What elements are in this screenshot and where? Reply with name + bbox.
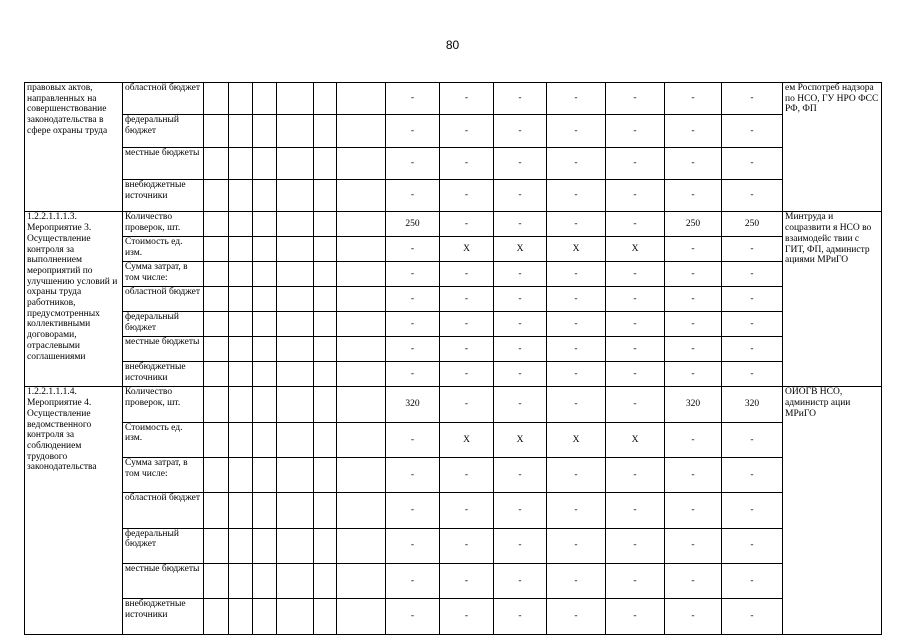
value-cell: - <box>547 337 606 362</box>
empty-cell <box>253 362 277 387</box>
value-cell: - <box>440 599 494 634</box>
empty-cell <box>229 458 253 493</box>
value-cell: - <box>494 262 547 287</box>
empty-cell <box>314 458 337 493</box>
value-cell: - <box>722 180 783 212</box>
activity-description: правовых актов, направленных на совершенствование законодательства в сфере охраны труда <box>25 83 123 212</box>
value-cell: - <box>494 287 547 312</box>
value-cell: - <box>722 312 783 337</box>
funding-source-label: местные бюджеты <box>123 147 204 179</box>
empty-cell <box>229 337 253 362</box>
value-cell: - <box>547 493 606 528</box>
value-cell: - <box>386 262 440 287</box>
empty-cell <box>314 237 337 262</box>
empty-cell <box>337 147 386 179</box>
empty-cell <box>277 528 314 563</box>
empty-cell <box>314 212 337 237</box>
empty-cell <box>229 493 253 528</box>
empty-cell <box>253 287 277 312</box>
empty-cell <box>314 312 337 337</box>
value-cell: - <box>547 180 606 212</box>
empty-cell <box>204 115 229 147</box>
value-cell: - <box>722 287 783 312</box>
value-cell: - <box>386 599 440 634</box>
empty-cell <box>277 180 314 212</box>
funding-source-label: внебюджетные источники <box>123 180 204 212</box>
empty-cell <box>204 212 229 237</box>
value-cell: - <box>665 422 722 457</box>
value-cell: - <box>386 422 440 457</box>
value-cell: 250 <box>665 212 722 237</box>
empty-cell <box>337 180 386 212</box>
empty-cell <box>337 115 386 147</box>
funding-source-label: Количество проверок, шт. <box>123 387 204 422</box>
value-cell: - <box>606 212 665 237</box>
value-cell: - <box>494 115 547 147</box>
empty-cell <box>204 237 229 262</box>
value-cell: X <box>494 422 547 457</box>
value-cell: - <box>440 493 494 528</box>
empty-cell <box>277 599 314 634</box>
empty-cell <box>204 387 229 422</box>
value-cell: 320 <box>722 387 783 422</box>
empty-cell <box>253 599 277 634</box>
value-cell: - <box>494 312 547 337</box>
value-cell: - <box>440 387 494 422</box>
table-row <box>25 599 882 634</box>
value-cell: - <box>440 115 494 147</box>
empty-cell <box>253 115 277 147</box>
value-cell: - <box>606 83 665 115</box>
empty-cell <box>229 387 253 422</box>
value-cell: X <box>547 237 606 262</box>
value-cell: - <box>386 458 440 493</box>
table-row <box>25 147 882 179</box>
value-cell: - <box>722 422 783 457</box>
empty-cell <box>277 312 314 337</box>
empty-cell <box>314 180 337 212</box>
table-row <box>25 83 882 115</box>
table-row <box>25 312 882 337</box>
value-cell: - <box>606 493 665 528</box>
value-cell: X <box>494 237 547 262</box>
empty-cell <box>253 458 277 493</box>
empty-cell <box>229 83 253 115</box>
empty-cell <box>204 312 229 337</box>
empty-cell <box>314 422 337 457</box>
value-cell: - <box>606 362 665 387</box>
table-row <box>25 528 882 563</box>
table-row <box>25 563 882 598</box>
empty-cell <box>204 83 229 115</box>
responsible-executors: ОИОГВ НСО, администр ации МРиГО <box>783 387 882 634</box>
program-activities-table <box>24 82 882 635</box>
empty-cell <box>253 422 277 457</box>
value-cell: - <box>547 599 606 634</box>
value-cell: - <box>606 599 665 634</box>
empty-cell <box>204 362 229 387</box>
value-cell: - <box>606 458 665 493</box>
empty-cell <box>277 115 314 147</box>
empty-cell <box>337 458 386 493</box>
empty-cell <box>253 563 277 598</box>
value-cell: - <box>494 458 547 493</box>
value-cell: - <box>665 115 722 147</box>
value-cell: - <box>440 528 494 563</box>
value-cell: - <box>386 237 440 262</box>
value-cell: - <box>494 212 547 237</box>
empty-cell <box>204 262 229 287</box>
empty-cell <box>229 422 253 457</box>
value-cell: - <box>722 115 783 147</box>
value-cell: - <box>722 493 783 528</box>
value-cell: 250 <box>722 212 783 237</box>
empty-cell <box>337 422 386 457</box>
empty-cell <box>277 362 314 387</box>
value-cell: X <box>606 237 665 262</box>
value-cell: - <box>547 115 606 147</box>
empty-cell <box>229 599 253 634</box>
value-cell: - <box>665 599 722 634</box>
funding-source-label: внебюджетные источники <box>123 362 204 387</box>
value-cell: - <box>547 262 606 287</box>
value-cell: - <box>722 237 783 262</box>
value-cell: - <box>722 458 783 493</box>
empty-cell <box>204 337 229 362</box>
empty-cell <box>314 528 337 563</box>
value-cell: - <box>386 115 440 147</box>
empty-cell <box>314 599 337 634</box>
value-cell: - <box>665 528 722 563</box>
funding-source-label: местные бюджеты <box>123 563 204 598</box>
value-cell: - <box>440 180 494 212</box>
funding-source-label: Количество проверок, шт. <box>123 212 204 237</box>
value-cell: - <box>386 147 440 179</box>
empty-cell <box>253 180 277 212</box>
value-cell: - <box>494 387 547 422</box>
value-cell: - <box>494 362 547 387</box>
empty-cell <box>253 212 277 237</box>
value-cell: - <box>547 83 606 115</box>
value-cell: - <box>665 83 722 115</box>
value-cell: - <box>665 493 722 528</box>
value-cell: - <box>494 147 547 179</box>
value-cell: 320 <box>665 387 722 422</box>
responsible-executors: ем Роспотреб надзора по НСО, ГУ НРО ФСС РФ, ФП <box>783 83 882 212</box>
empty-cell <box>229 212 253 237</box>
value-cell: - <box>440 147 494 179</box>
value-cell: - <box>606 337 665 362</box>
value-cell: - <box>606 387 665 422</box>
empty-cell <box>204 458 229 493</box>
value-cell: - <box>547 458 606 493</box>
empty-cell <box>204 180 229 212</box>
empty-cell <box>277 493 314 528</box>
table-row <box>25 458 882 493</box>
empty-cell <box>337 362 386 387</box>
empty-cell <box>337 312 386 337</box>
empty-cell <box>337 563 386 598</box>
value-cell: - <box>722 337 783 362</box>
funding-source-label: Стоимость ед. изм. <box>123 237 204 262</box>
value-cell: - <box>440 337 494 362</box>
empty-cell <box>337 337 386 362</box>
empty-cell <box>277 387 314 422</box>
value-cell: - <box>386 563 440 598</box>
value-cell: - <box>547 212 606 237</box>
value-cell: - <box>494 180 547 212</box>
value-cell: - <box>494 493 547 528</box>
empty-cell <box>337 287 386 312</box>
value-cell: - <box>494 599 547 634</box>
value-cell: - <box>386 180 440 212</box>
value-cell: - <box>494 83 547 115</box>
value-cell: - <box>722 563 783 598</box>
empty-cell <box>229 180 253 212</box>
table-row <box>25 337 882 362</box>
empty-cell <box>314 147 337 179</box>
value-cell: - <box>606 312 665 337</box>
value-cell: - <box>665 147 722 179</box>
table-row <box>25 115 882 147</box>
value-cell: - <box>606 147 665 179</box>
empty-cell <box>277 83 314 115</box>
value-cell: - <box>386 287 440 312</box>
value-cell: 250 <box>386 212 440 237</box>
table-row <box>25 387 882 422</box>
empty-cell <box>277 262 314 287</box>
table-row <box>25 262 882 287</box>
value-cell: - <box>665 563 722 598</box>
value-cell: - <box>386 83 440 115</box>
value-cell: - <box>440 212 494 237</box>
value-cell: - <box>440 287 494 312</box>
value-cell: - <box>606 563 665 598</box>
funding-source-label: областной бюджет <box>123 287 204 312</box>
value-cell: - <box>440 458 494 493</box>
value-cell: - <box>665 237 722 262</box>
value-cell: - <box>665 458 722 493</box>
empty-cell <box>253 528 277 563</box>
table-row <box>25 180 882 212</box>
funding-source-label: областной бюджет <box>123 493 204 528</box>
value-cell: - <box>440 262 494 287</box>
activity-description: 1.2.2.1.1.1.3. Мероприятие 3. Осуществление контроля за выполнением мероприятий по улучшению условий и охраны труда работников, предусмотренных коллективными договорами, отраслевыми соглашениями <box>25 212 123 387</box>
empty-cell <box>277 212 314 237</box>
funding-source-label: Сумма затрат, в том числе: <box>123 458 204 493</box>
funding-source-label: областной бюджет <box>123 83 204 115</box>
value-cell: - <box>386 337 440 362</box>
funding-source-label: Стоимость ед. изм. <box>123 422 204 457</box>
empty-cell <box>253 493 277 528</box>
value-cell: - <box>494 528 547 563</box>
empty-cell <box>253 262 277 287</box>
value-cell: - <box>440 83 494 115</box>
table-row <box>25 287 882 312</box>
value-cell: - <box>547 563 606 598</box>
value-cell: - <box>547 387 606 422</box>
empty-cell <box>337 599 386 634</box>
table-row <box>25 237 882 262</box>
value-cell: - <box>547 312 606 337</box>
empty-cell <box>337 493 386 528</box>
value-cell: - <box>494 563 547 598</box>
value-cell: - <box>722 83 783 115</box>
value-cell: - <box>722 147 783 179</box>
empty-cell <box>229 115 253 147</box>
table-row <box>25 212 882 237</box>
empty-cell <box>277 422 314 457</box>
value-cell: - <box>665 337 722 362</box>
value-cell: - <box>606 180 665 212</box>
empty-cell <box>337 528 386 563</box>
responsible-executors: Минтруда и соцразвити я НСО во взаимодейс твии с ГИТ, ФП, администр ациями МРиГО <box>783 212 882 387</box>
value-cell: - <box>440 563 494 598</box>
empty-cell <box>253 337 277 362</box>
empty-cell <box>277 563 314 598</box>
value-cell: - <box>547 528 606 563</box>
empty-cell <box>314 115 337 147</box>
empty-cell <box>204 563 229 598</box>
value-cell: - <box>722 599 783 634</box>
empty-cell <box>229 147 253 179</box>
table-row <box>25 362 882 387</box>
value-cell: - <box>440 312 494 337</box>
value-cell: - <box>606 287 665 312</box>
value-cell: - <box>606 528 665 563</box>
empty-cell <box>253 147 277 179</box>
empty-cell <box>314 493 337 528</box>
empty-cell <box>229 528 253 563</box>
value-cell: - <box>606 262 665 287</box>
empty-cell <box>314 362 337 387</box>
funding-source-label: местные бюджеты <box>123 337 204 362</box>
empty-cell <box>277 237 314 262</box>
empty-cell <box>204 287 229 312</box>
empty-cell <box>229 287 253 312</box>
activity-description: 1.2.2.1.1.1.4. Мероприятие 4. Осуществление ведомственного контроля за соблюдением трудового законодательства <box>25 387 123 634</box>
value-cell: - <box>722 262 783 287</box>
value-cell: - <box>386 312 440 337</box>
value-cell: - <box>665 262 722 287</box>
table-row <box>25 422 882 457</box>
value-cell: - <box>494 337 547 362</box>
empty-cell <box>204 599 229 634</box>
value-cell: - <box>386 493 440 528</box>
value-cell: X <box>606 422 665 457</box>
empty-cell <box>229 237 253 262</box>
value-cell: - <box>665 180 722 212</box>
value-cell: X <box>440 237 494 262</box>
empty-cell <box>253 83 277 115</box>
value-cell: 320 <box>386 387 440 422</box>
value-cell: X <box>547 422 606 457</box>
empty-cell <box>277 458 314 493</box>
empty-cell <box>337 212 386 237</box>
empty-cell <box>253 237 277 262</box>
empty-cell <box>229 563 253 598</box>
table-row <box>25 493 882 528</box>
empty-cell <box>277 147 314 179</box>
empty-cell <box>253 387 277 422</box>
value-cell: - <box>440 362 494 387</box>
empty-cell <box>229 312 253 337</box>
value-cell: - <box>386 528 440 563</box>
value-cell: - <box>722 362 783 387</box>
empty-cell <box>204 422 229 457</box>
empty-cell <box>253 312 277 337</box>
value-cell: X <box>440 422 494 457</box>
value-cell: - <box>547 147 606 179</box>
funding-source-label: Сумма затрат, в том числе: <box>123 262 204 287</box>
empty-cell <box>337 83 386 115</box>
empty-cell <box>337 262 386 287</box>
empty-cell <box>314 563 337 598</box>
value-cell: - <box>665 287 722 312</box>
empty-cell <box>337 237 386 262</box>
empty-cell <box>229 262 253 287</box>
empty-cell <box>314 337 337 362</box>
value-cell: - <box>547 362 606 387</box>
funding-source-label: федеральный бюджет <box>123 528 204 563</box>
funding-source-label: федеральный бюджет <box>123 115 204 147</box>
empty-cell <box>229 362 253 387</box>
empty-cell <box>204 528 229 563</box>
value-cell: - <box>386 362 440 387</box>
value-cell: - <box>665 312 722 337</box>
empty-cell <box>277 337 314 362</box>
empty-cell <box>314 387 337 422</box>
value-cell: - <box>722 528 783 563</box>
value-cell: - <box>547 287 606 312</box>
empty-cell <box>277 287 314 312</box>
empty-cell <box>314 287 337 312</box>
empty-cell <box>204 493 229 528</box>
empty-cell <box>337 387 386 422</box>
value-cell: - <box>606 115 665 147</box>
empty-cell <box>204 147 229 179</box>
empty-cell <box>314 262 337 287</box>
funding-source-label: внебюджетные источники <box>123 599 204 634</box>
value-cell: - <box>665 362 722 387</box>
empty-cell <box>314 83 337 115</box>
page-number: 80 <box>445 38 460 52</box>
funding-source-label: федеральный бюджет <box>123 312 204 337</box>
